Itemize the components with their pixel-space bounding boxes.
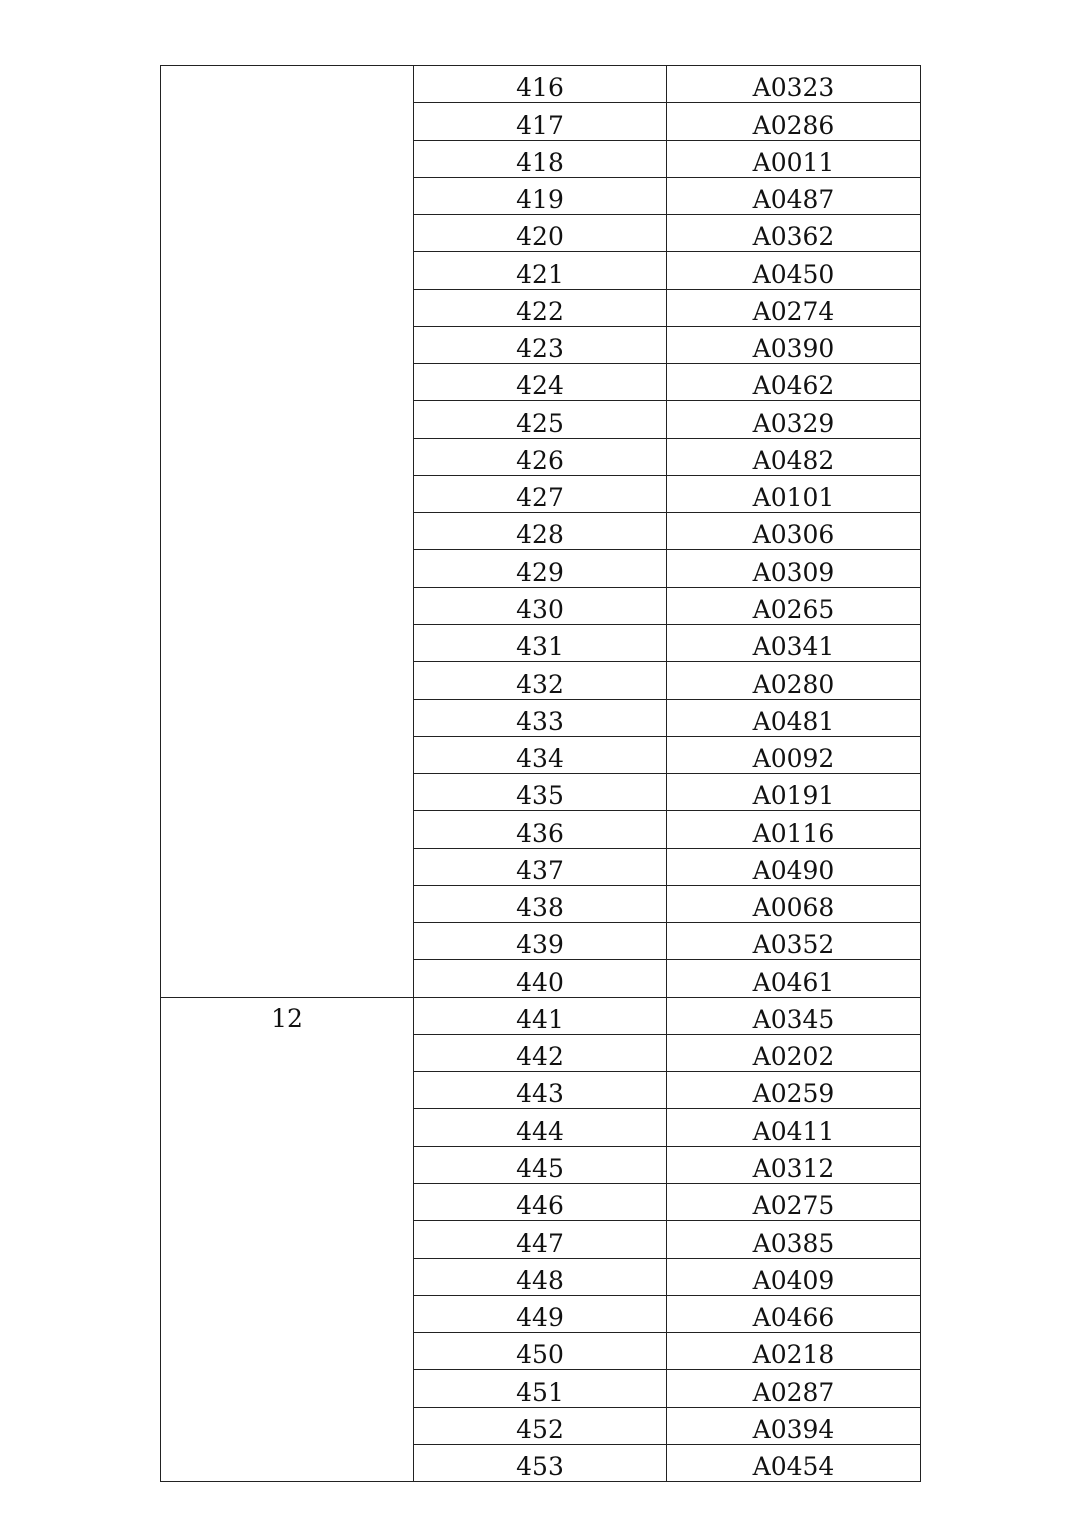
serial-number-cell: 440 [414, 960, 667, 997]
serial-number-cell: 427 [414, 475, 667, 512]
serial-number-cell: 422 [414, 289, 667, 326]
candidate-code-cell: A0259 [667, 1072, 921, 1109]
serial-number-cell: 432 [414, 662, 667, 699]
candidate-code-cell: A0101 [667, 475, 921, 512]
candidate-code-cell: A0352 [667, 923, 921, 960]
candidate-code-cell: A0191 [667, 774, 921, 811]
candidate-code-cell: A0345 [667, 997, 921, 1034]
candidate-code-cell: A0274 [667, 289, 921, 326]
serial-number-cell: 441 [414, 997, 667, 1034]
candidate-code-cell: A0411 [667, 1109, 921, 1146]
serial-number-cell: 452 [414, 1407, 667, 1444]
candidate-code-cell: A0481 [667, 699, 921, 736]
candidate-code-cell: A0280 [667, 662, 921, 699]
serial-number-cell: 434 [414, 736, 667, 773]
serial-number-cell: 430 [414, 587, 667, 624]
group-number: 12 [271, 1003, 303, 1033]
candidate-code-cell: A0466 [667, 1295, 921, 1332]
candidate-code-cell: A0116 [667, 811, 921, 848]
serial-number-cell: 442 [414, 1034, 667, 1071]
group-number-cell [161, 66, 414, 998]
candidate-code-cell: A0454 [667, 1444, 921, 1481]
table-row [161, 997, 921, 1034]
serial-number-cell: 424 [414, 364, 667, 401]
serial-number-cell: 450 [414, 1333, 667, 1370]
candidate-code-cell: A0011 [667, 140, 921, 177]
serial-number-cell: 445 [414, 1146, 667, 1183]
candidate-code-cell: A0312 [667, 1146, 921, 1183]
candidate-code-cell: A0306 [667, 513, 921, 550]
serial-number-cell: 447 [414, 1221, 667, 1258]
serial-number-cell: 421 [414, 252, 667, 289]
serial-number-cell: 439 [414, 923, 667, 960]
table-body [161, 66, 921, 1482]
candidate-code-cell: A0362 [667, 215, 921, 252]
serial-number-cell: 444 [414, 1109, 667, 1146]
candidate-code-cell: A0329 [667, 401, 921, 438]
candidate-code-cell: A0265 [667, 587, 921, 624]
table-row [161, 66, 921, 103]
candidate-code-cell: A0385 [667, 1221, 921, 1258]
serial-number-cell: 449 [414, 1295, 667, 1332]
serial-number-cell: 438 [414, 885, 667, 922]
serial-number-cell: 426 [414, 438, 667, 475]
candidate-code-cell: A0482 [667, 438, 921, 475]
candidate-code-cell: A0341 [667, 624, 921, 661]
serial-number-cell: 437 [414, 848, 667, 885]
serial-number-cell: 428 [414, 513, 667, 550]
candidate-code-cell: A0286 [667, 103, 921, 140]
serial-number-cell: 419 [414, 177, 667, 214]
serial-number-cell: 425 [414, 401, 667, 438]
serial-number-cell: 451 [414, 1370, 667, 1407]
serial-number-cell: 443 [414, 1072, 667, 1109]
candidate-code-cell: A0490 [667, 848, 921, 885]
candidate-code-cell: A0394 [667, 1407, 921, 1444]
serial-number-cell: 433 [414, 699, 667, 736]
candidate-code-cell: A0409 [667, 1258, 921, 1295]
serial-number-cell: 417 [414, 103, 667, 140]
serial-number-cell: 423 [414, 326, 667, 363]
serial-number-cell: 431 [414, 624, 667, 661]
serial-number-cell: 446 [414, 1183, 667, 1220]
serial-number-cell: 435 [414, 774, 667, 811]
candidate-code-cell: A0287 [667, 1370, 921, 1407]
group-number [161, 66, 413, 74]
serial-number-cell: 453 [414, 1444, 667, 1481]
serial-number-cell: 420 [414, 215, 667, 252]
candidate-code-cell: A0390 [667, 326, 921, 363]
candidate-code-cell: A0202 [667, 1034, 921, 1071]
candidate-code-cell: A0487 [667, 177, 921, 214]
serial-number-cell: 416 [414, 66, 667, 103]
candidate-code-cell: A0309 [667, 550, 921, 587]
candidate-code-cell: A0092 [667, 736, 921, 773]
group-number-cell [161, 997, 414, 1481]
candidate-code-cell: A0068 [667, 885, 921, 922]
candidate-code-cell: A0275 [667, 1183, 921, 1220]
serial-number-cell: 448 [414, 1258, 667, 1295]
candidate-code-cell: A0450 [667, 252, 921, 289]
candidate-code-cell: A0323 [667, 66, 921, 103]
candidate-code-cell: A0461 [667, 960, 921, 997]
serial-number-cell: 418 [414, 140, 667, 177]
assignment-table [160, 65, 921, 1482]
candidate-code-cell: A0218 [667, 1333, 921, 1370]
serial-number-cell: 429 [414, 550, 667, 587]
candidate-code-cell: A0462 [667, 364, 921, 401]
serial-number-cell: 436 [414, 811, 667, 848]
